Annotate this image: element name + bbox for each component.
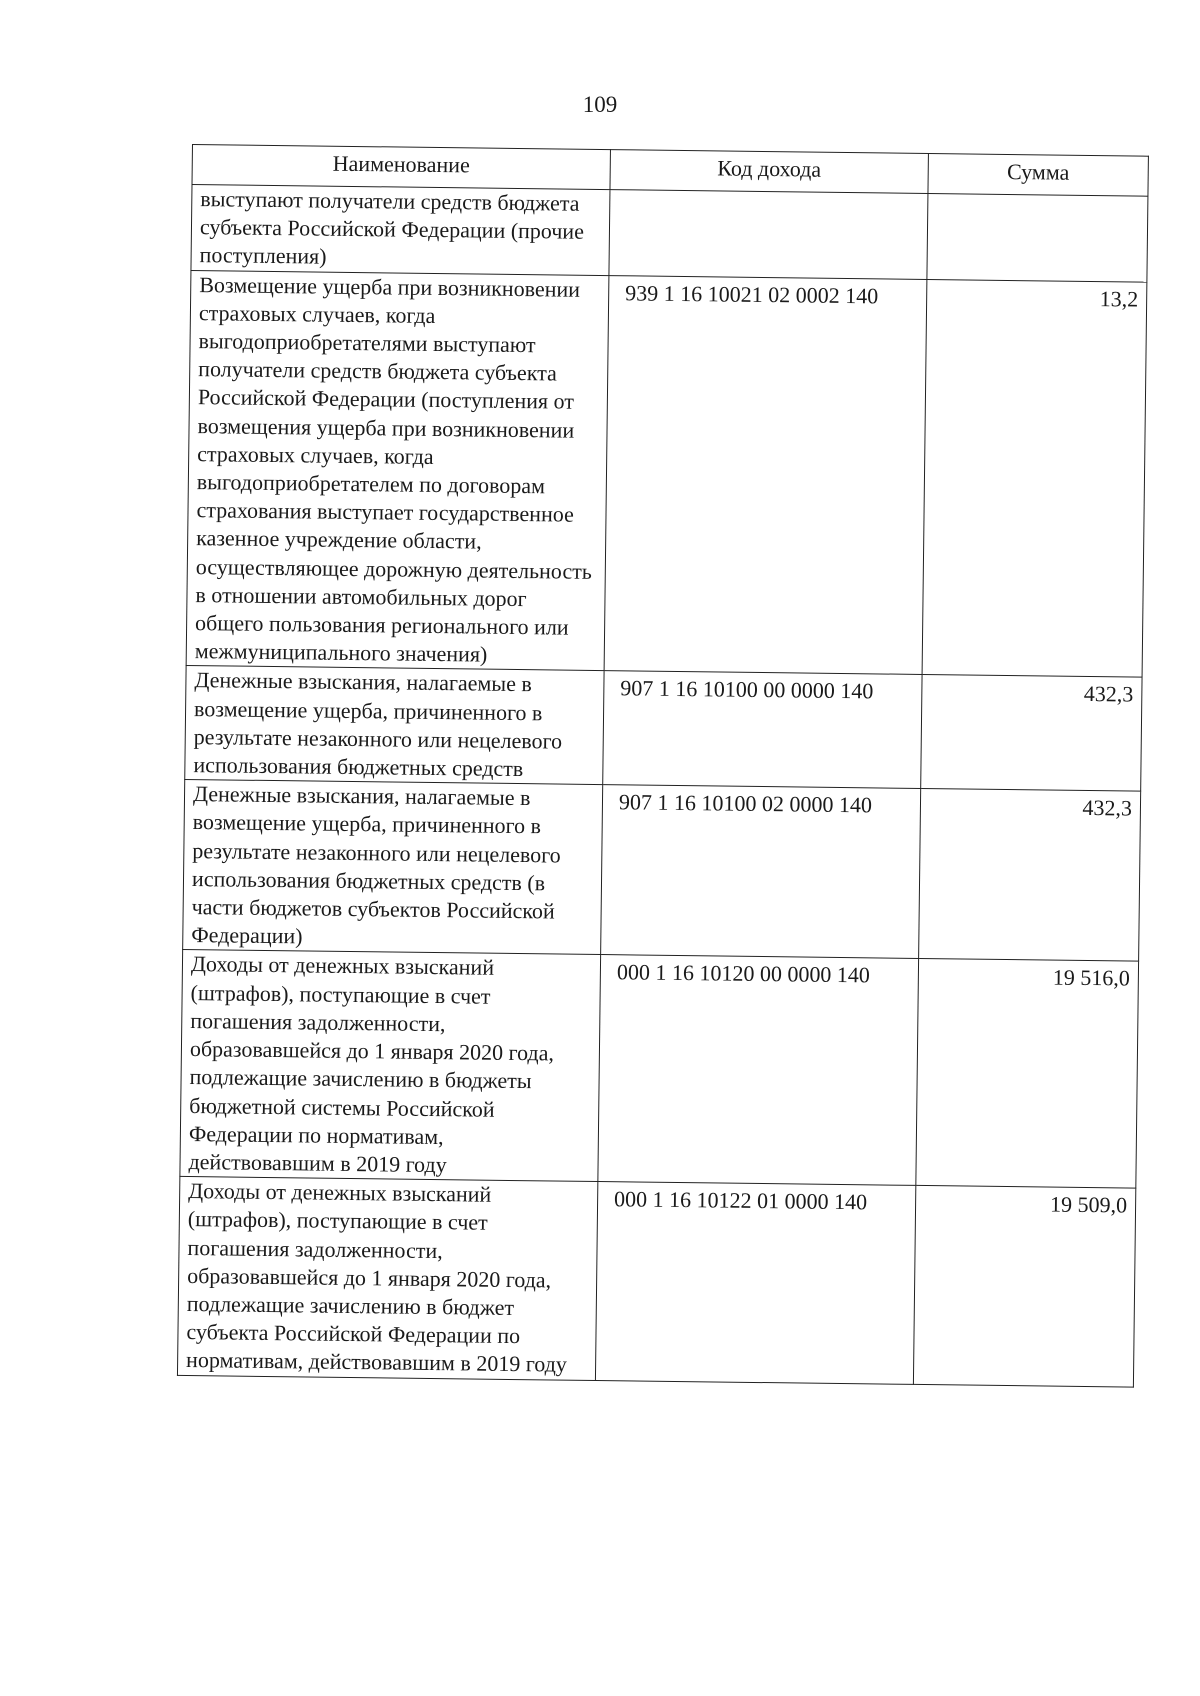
row-code: 939 1 16 10021 02 0002 140 bbox=[604, 275, 927, 675]
row-name: Денежные взыскания, налагаемые в возмещение ущерба, причиненного в результате незаконного или нецелевого использования бюджетных средств bbox=[185, 666, 604, 785]
row-code: 907 1 16 10100 00 0000 140 bbox=[603, 671, 922, 789]
row-code: 000 1 16 10122 01 0000 140 bbox=[595, 1182, 915, 1384]
row-sum: 13,2 bbox=[922, 279, 1147, 678]
revenue-table bbox=[177, 144, 1149, 1387]
row-name: выступают получатели средств бюджета субъекта Российской Федерации (прочие поступления) bbox=[191, 185, 610, 276]
header-name: Наименование bbox=[192, 145, 610, 190]
row-code: 000 1 16 10120 00 0000 140 bbox=[598, 955, 919, 1185]
row-sum bbox=[927, 193, 1148, 281]
row-name: Доходы от денежных взысканий (штрафов), поступающие в счет погашения задолженности, образовавшейся до 1 января 2020 года, подлежащие зачислению в бюджет субъекта Российской Федерации по нормативам, действовавшим в 2019 году bbox=[177, 1177, 597, 1381]
table-row bbox=[180, 950, 1139, 1188]
row-code: 907 1 16 10100 02 0000 140 bbox=[601, 785, 921, 959]
row-name: Возмещение ущерба при возникновении страховых случаев, когда выгодоприобретателями выступают получатели средств бюджета субъекта Российской Федерации (поступления от возмещения ущерба при возникновении страховых случаев, когда выгодоприобретателем по договорам страхования выступает государственное казенное учреждение области, осуществляющее дорожную деятельность в отношении автомобильных дорог общего пользования регионального или межмуниципального значения) bbox=[186, 270, 609, 671]
header-sum: Сумма bbox=[928, 153, 1148, 196]
row-name: Денежные взыскания, налагаемые в возмещение ущерба, причиненного в результате незаконного или нецелевого использования бюджетных средств (в части бюджетов субъектов Российской Федерации) bbox=[183, 780, 603, 955]
row-code bbox=[609, 190, 928, 279]
table-row bbox=[186, 270, 1147, 677]
row-name: Доходы от денежных взысканий (штрафов), поступающие в счет погашения задолженности, образовавшейся до 1 января 2020 года, подлежащие зачислению в бюджеты бюджетной системы Российской Федерации по нормативам, действовавшим в 2019 году bbox=[180, 950, 601, 1182]
row-sum: 432,3 bbox=[919, 789, 1141, 962]
table-row bbox=[191, 185, 1148, 282]
row-sum: 19 509,0 bbox=[913, 1186, 1135, 1387]
table-row bbox=[177, 1177, 1135, 1387]
row-sum: 432,3 bbox=[921, 675, 1142, 791]
row-sum: 19 516,0 bbox=[916, 959, 1139, 1188]
table-row bbox=[183, 780, 1141, 962]
header-code: Код дохода bbox=[610, 150, 928, 194]
page-number: 109 bbox=[582, 92, 618, 117]
table-row bbox=[185, 666, 1142, 791]
